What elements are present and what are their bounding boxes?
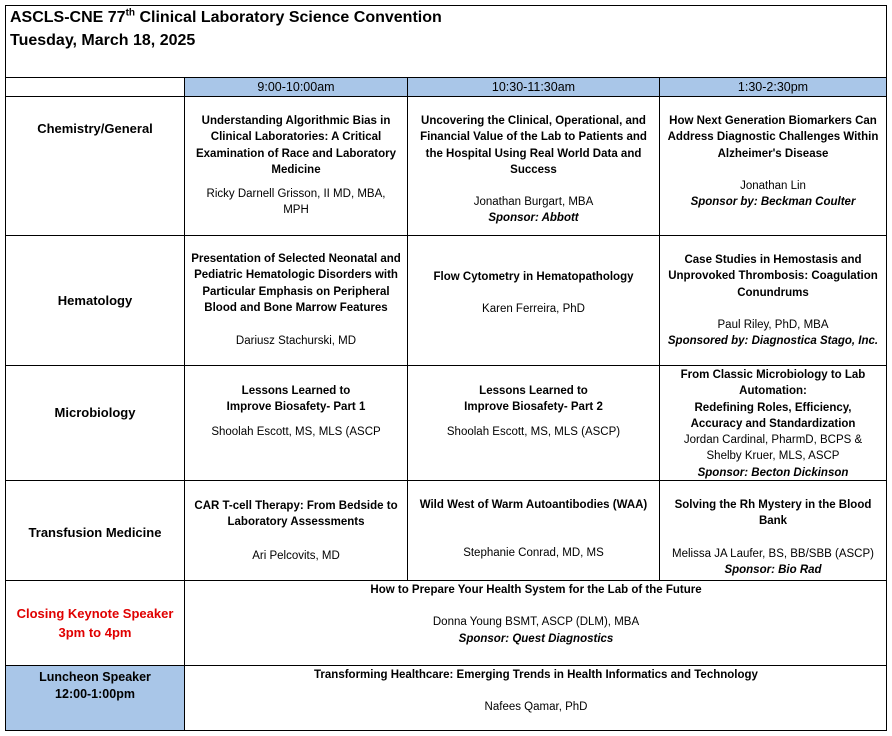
session-speaker: Melissa JA Laufer, BS, BB/SBB (ASCP) [672,547,874,560]
session-cell [660,497,886,578]
session-cell [185,383,407,440]
session-speaker: Ricky Darnell Grisson, II MD, MBA, MPH [206,188,386,217]
session-speaker: Karen Ferreira, PhD [482,303,585,316]
session-cell [185,251,407,349]
session-title: Redefining Roles, Efficiency, Accuracy and Standardization [690,401,856,430]
session-title: From Classic Microbiology to Lab Automation: [680,369,866,398]
session-sponsor: Sponsor by: Beckman Coulter [690,196,856,209]
session-speaker: Shoolah Escott, MS, MLS (ASCP [211,425,381,438]
session-sponsor: Sponsor: Bio Rad [724,563,822,576]
session-speaker: Ari Pelcovits, MD [252,549,340,562]
session-title: Lessons Learned to Improve Biosafety- Part 1 [226,385,366,414]
session-speaker: Nafees Qamar, PhD [484,701,588,714]
session-title: Wild West of Warm Autoantibodies (WAA) [419,499,648,511]
session-title: Uncovering the Clinical, Operational, and Financial Value of the Lab to Patients and the Hospital Using Real World Data and Success [420,115,647,176]
session-cell [660,252,886,349]
session-cell [185,113,407,219]
row-label: Microbiology [54,405,136,420]
row-label: Chemistry/General [37,120,153,136]
session-title: Case Studies in Hemostasis and Unprovoked Thrombosis: Coagulation Conundrums [668,254,878,299]
session-speaker: Jonathan Lin [740,179,806,192]
time-header: 10:30-11:30am [408,78,659,96]
session-title: CAR T-cell Therapy: From Bedside to Laboratory Assessments [194,500,398,529]
time-header: 9:00-10:00am [185,78,407,96]
session-cell [185,498,407,564]
session-title: Presentation of Selected Neonatal and Pediatric Hematologic Disorders with Particular Emphasis on Peripheral Blood and Bone Marrow Features [191,253,401,314]
session-speaker: Paul Riley, PhD, MBA [717,318,829,331]
session-speaker: Dariusz Stachurski, MD [235,335,357,348]
session-cell [660,367,886,481]
session-title: Understanding Algorithmic Bias in Clinical Laboratories: A Critical Examination of Race and Laboratory Medicine [195,115,396,176]
keynote-session [186,582,886,647]
session-speaker: Jonathan Burgart, MBA [473,196,594,209]
luncheon-label-line1: Luncheon Speaker [39,670,151,684]
luncheon-label [6,666,184,706]
time-header: 1:30-2:30pm [660,78,886,96]
keynote-label-line2: 3pm to 4pm [58,625,132,640]
session-speaker: Jordan Cardinal, PharmD, BCPS & Shelby Kruer, MLS, ASCP [683,434,863,463]
session-cell [408,497,659,562]
session-sponsor: Sponsor: Becton Dickinson [697,466,849,479]
session-cell [408,269,659,318]
session-title: Transforming Healthcare: Emerging Trends in Health Informatics and Technology [314,669,758,681]
session-sponsor: Sponsored by: Diagnostica Stago, Inc. [667,335,879,348]
session-speaker: Stephanie Conrad, MD, MS [463,547,604,560]
row-label: Hematology [57,292,133,308]
session-cell [408,383,659,440]
session-title: Solving the Rh Mystery in the Blood Bank [674,499,872,528]
luncheon-session [186,667,886,716]
session-cell [660,113,886,210]
keynote-label [6,581,184,665]
session-title: How to Prepare Your Health System for the Lab of the Future [370,584,702,596]
session-title: How Next Generation Biomarkers Can Address Diagnostic Challenges Within Alzheimer's Disease [667,115,879,160]
session-title: Lessons Learned to Improve Biosafety- Part 2 [464,385,603,414]
session-title: Flow Cytometry in Hematopathology [433,271,634,283]
session-sponsor: Sponsor: Quest Diagnostics [458,632,614,645]
page-title: ASCLS-CNE 77th Clinical Laboratory Science Convention Tuesday, March 18, 2025 [10,7,442,49]
session-speaker: Shoolah Escott, MS, MLS (ASCP) [446,425,621,438]
luncheon-label-line2: 12:00-1:00pm [55,687,135,701]
session-speaker: Donna Young BSMT, ASCP (DLM), MBA [432,616,640,629]
session-sponsor: Sponsor: Abbott [488,212,579,225]
keynote-label-line1: Closing Keynote Speaker [16,606,174,621]
row-label: Transfusion Medicine [28,524,162,540]
session-cell [408,113,659,227]
